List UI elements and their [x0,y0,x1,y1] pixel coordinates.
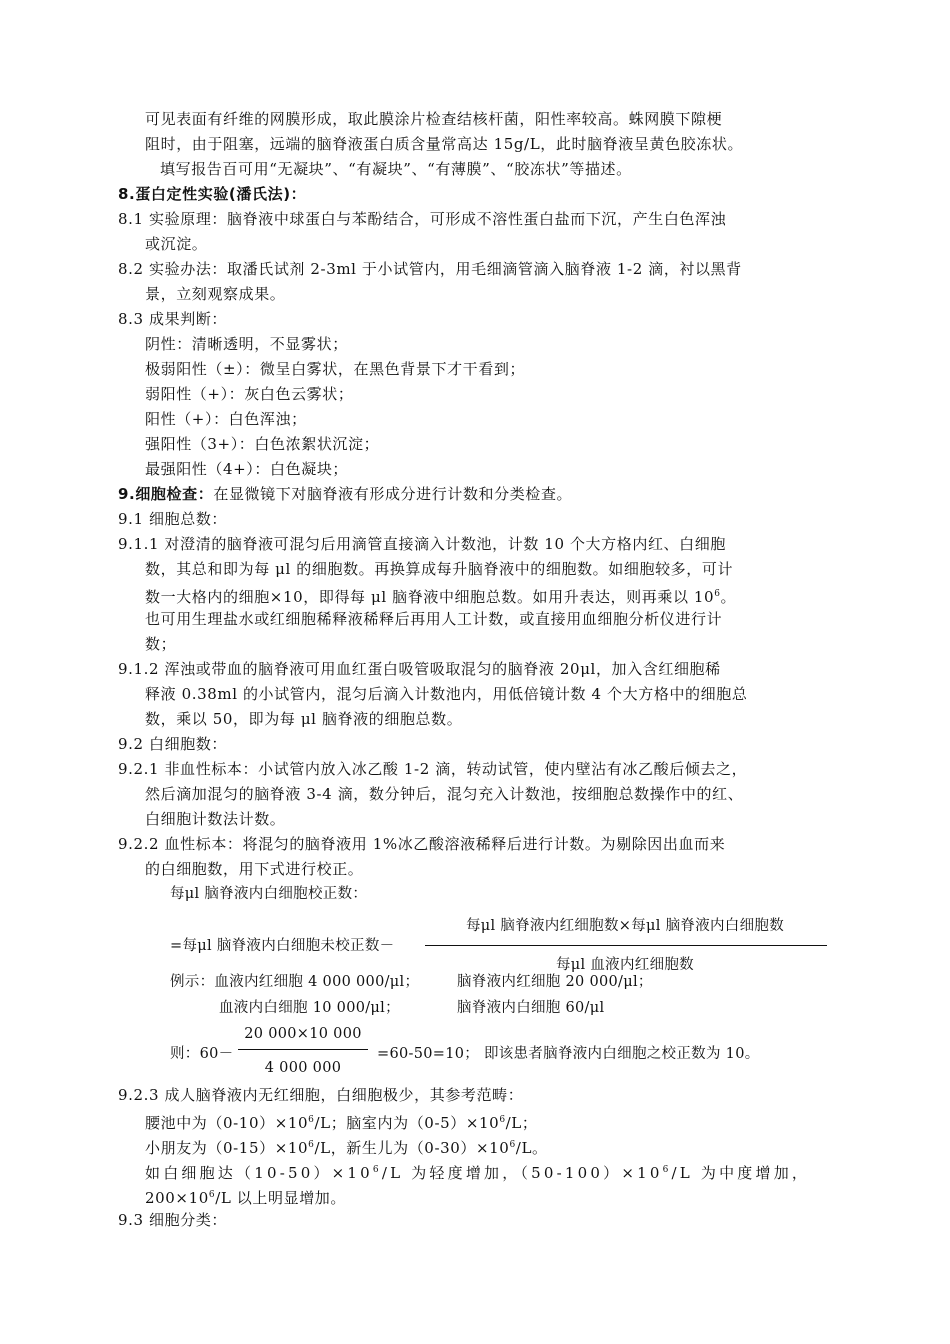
formula-title: 每μl 脑脊液内白细胞校正数： [170,886,368,902]
text-line: 9.2.3 成人脑脊液内无红细胞，白细胞极少，其参考范畴： [118,1086,524,1104]
text-run: /L。 [515,1139,548,1157]
text-line: 8.1 实验原理：脑脊液中球蛋白与苯酚结合，可形成不溶性蛋白盐而下沉，产生白色浑浊 [118,210,727,228]
calc-prefix: 则：60－ [170,1046,234,1062]
text-line: 的白细胞数，用下式进行校正。 [145,860,364,878]
list-item: 强阳性（3+）：白色浓絮状沉淀； [145,435,380,453]
list-item: 弱阳性（+）：灰白色云雾状； [145,385,354,403]
text-line: 可见表面有纤维的网膜形成，取此膜涂片检查结核杆菌，阳性率较高。蛛网膜下隙梗 [145,110,723,128]
example-text: 脑脊液内白细胞 60/μl [457,1000,605,1016]
text-run: /L；脑室内为（0-5）×10 [314,1114,500,1132]
list-item: 阳性（+）：白色浑浊； [145,410,307,428]
list-item: 阴性：清晰透明，不显雾状； [145,335,348,353]
text-run: 。 [720,588,737,606]
superscript: 6 [509,1140,516,1150]
text-line [145,1134,548,1159]
text-line: 数； [145,635,177,653]
text-line: 数，其总和即为每 μl 的细胞数。再换算成每升脑脊液中的细胞数。如细胞较多，可计 [145,560,734,578]
superscript: 6 [308,1115,315,1125]
text-run: /L； [505,1114,538,1132]
list-item: 极弱阳性（±）：微呈白雾状，在黑色背景下才干看到； [145,360,526,378]
section-heading: 9.细胞检查： [118,485,214,503]
text-line: 或沉淀。 [145,235,208,253]
calc-result: =60-50=10； 即该患者脑脊液内白细胞之校正数为 10。 [377,1046,760,1062]
text-line [145,1109,537,1134]
text-line: 9.2.1 非血性标本：小试管内放入冰乙酸 1-2 滴，转动试管，使内壁沾有冰乙酸后倾去之， [118,760,748,778]
text-run: 腰池中为（0-10）×10 [145,1114,309,1132]
section-heading-text: 在显微镜下对脑脊液有形成分进行计数和分类检查。 [213,485,573,503]
text-line: 释液 0.38ml 的小试管内，混匀后滴入计数池内，用低倍镜计数 4 个大方格中的细胞总 [145,685,748,703]
text-line: 然后滴加混匀的脑脊液 3-4 滴，数分钟后，混匀充入计数池，按细胞总数操作中的红、 [145,785,744,803]
subsection-title: 9.2 白细胞数： [118,735,228,753]
superscript: 6 [662,1165,672,1175]
text-line: 阻时，由于阻塞，远端的脑脊液蛋白质含量常高达 15g/L，此时脑脊液呈黄色胶冻状。 [145,135,744,153]
subsection-title: 8.3 成果判断： [118,310,228,328]
text-line [145,1159,810,1184]
text-line: 也可用生理盐水或红细胞稀释液稀释后再用人工计数，或直接用血细胞分析仪进行计 [145,610,723,628]
subsection-title: 9.1 细胞总数： [118,510,228,528]
calc-numerator: 20 000×10 000 [244,1026,362,1042]
example-text: 例示：血液内红细胞 4 000 000/μl； [170,974,420,990]
text-run: /L，新生儿为（0-30）×10 [314,1139,510,1157]
text-line: 8.2 实验办法：取潘氏试剂 2-3ml 于小试管内，用毛细滴管滴入脑脊液 1-2 滴，衬以黑背 [118,260,742,278]
text-run: /L 为中度增加， [671,1164,811,1182]
text-line: 白细胞计数法计数。 [145,810,286,828]
calc-denominator: 4 000 000 [264,1060,342,1076]
superscript: 6 [372,1165,382,1175]
text-run: /L 以上明显增加。 [215,1189,347,1207]
text-line: 9.1.1 对澄清的脑脊液可混匀后用滴管直接滴入计数池，计数 10 个大方格内红、白细胞 [118,535,726,553]
superscript: 6 [499,1115,506,1125]
example-text: 血液内白细胞 10 000/μl； [219,1000,400,1016]
example-text: 脑脊液内红细胞 20 000/μl； [457,974,653,990]
fraction-bar [238,1049,368,1050]
text-line: 9.1.2 浑浊或带血的脑脊液可用血红蛋白吸管吸取混匀的脑脊液 20μl，加入含红细胞稀 [118,660,721,678]
text-line: 数，乘以 50，即为每 μl 脑脊液的细胞总数。 [145,710,463,728]
superscript: 6 [208,1190,216,1200]
section-heading: 8.蛋白定性实验(潘氏法)： [118,185,307,203]
formula-lhs: =每μl 脑脊液内白细胞未校正数－ [170,938,395,954]
fraction-bar [425,945,827,946]
text-run: 小朋友为（0-15）×10 [145,1139,309,1157]
text-run: 数一大格内的细胞×10，即得每 μl 脑脊液中细胞总数。如用升表达，则再乘以 10 [145,588,715,606]
formula-numerator: 每μl 脑脊液内红细胞数×每μl 脑脊液内白细胞数 [466,918,784,934]
text-run: 200×10 [145,1189,209,1207]
text-line [145,1184,346,1209]
text-line: 填写报告百可用“无凝块”、“有凝块”、“有薄膜”、“胶冻状”等描述。 [160,160,632,178]
text-line [145,583,736,608]
subsection-title: 9.3 细胞分类： [118,1211,228,1229]
text-run: /L 为轻度增加，（50-100）×10 [381,1164,663,1182]
text-run: 如白细胞达（10-50）×10 [145,1164,373,1182]
list-item: 最强阳性（4+）：白色凝块； [145,460,349,478]
superscript: 6 [714,589,721,599]
section-heading-line [118,483,572,505]
text-line: 9.2.2 血性标本：将混匀的脑脊液用 1%冰乙酸溶液稀释后进行计数。为剔除因出血而来 [118,835,726,853]
text-line: 景，立刻观察成果。 [145,285,286,303]
formula-denominator: 每μl 血液内红细胞数 [556,957,694,973]
superscript: 6 [308,1140,315,1150]
